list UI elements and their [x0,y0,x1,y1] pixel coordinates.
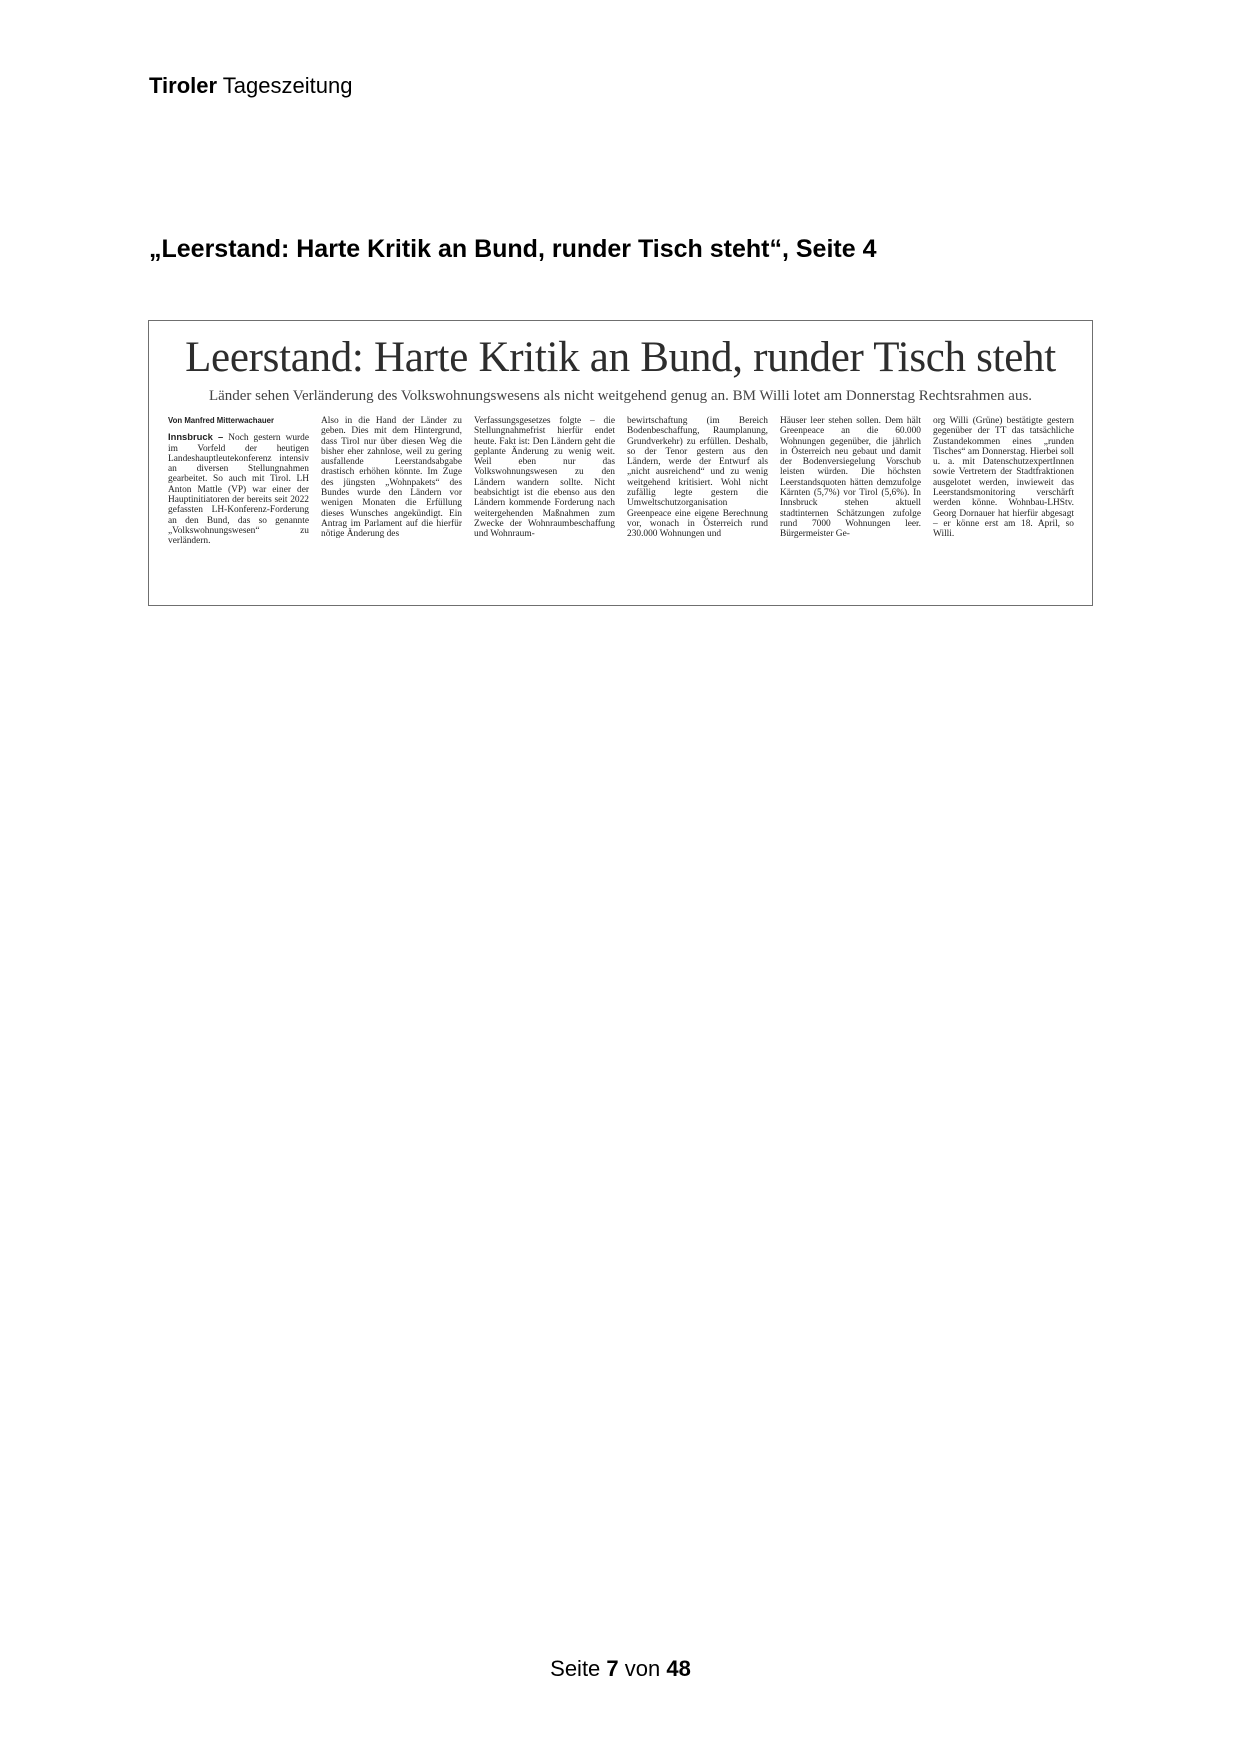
page-number-total: 48 [666,1656,691,1681]
newspaper-name-rest: Tageszeitung [217,73,353,98]
newspaper-name-bold: Tiroler [149,73,218,98]
page-number-prefix: Seite [550,1656,607,1681]
article-column-6: org Willi (Grüne) bestätigte gestern gegenüber der TT das tatsächliche Zustandekommen eines „runden Tisches“ am Donnerstag. Hierbei soll u. a. mit DatenschutzexpertInnen sowie Vertretern der Stadtfraktionen ausgelotet werden, inwieweit das Leerstandsmonitoring verschärft werden könne. Wohnbau-LHStv. Georg Dornauer hat hierfür abgesagt – er könne erst am 18. April, so Willi. [933,416,1074,540]
page-number-middle: von [618,1656,667,1681]
article-author: Von Manfred Mitterwachauer [168,416,274,425]
article-dateline: Innsbruck – [168,431,224,443]
article-column-5: Häuser leer stehen sollen. Dem hält Greenpeace an die 60.000 Wohnungen gegenüber, die jährlich in Österreich neu gebaut und damit der Bodenversiegelung Vorschub leisten würden. Die höchsten Leerstandsquoten hätten demzufolge Kärnten (5,7%) vor Tirol (5,6%). In Innsbruck stehen aktuell stadtinternen Schätzungen zufolge rund 7000 Wohnungen leer. Bürgermeister Ge- [780,416,921,540]
article-reference-heading: „Leerstand: Harte Kritik an Bund, runder Tisch steht“, Seite 4 [149,235,877,263]
article-column-2: Also in die Hand der Länder zu geben. Dies mit dem Hintergrund, dass Tirol nur über diesen Weg die bisher eher zahnlose, weil zu gering ausfallende Leerstandsabgabe drastisch erhöhen könnte. Im Zuge des jüngsten „Wohnpakets“ des Bundes wurde den Ländern vor wenigen Monaten die Erfüllung dieses Wunsches angekündigt. Ein Antrag im Parlament auf die hierfür nötige Änderung des [321,416,462,540]
article-column-4: bewirtschaftung (im Bereich Bodenbeschaffung, Raumplanung, Grundverkehr) zu erfüllen. Deshalb, so der Tenor gestern aus den Ländern, werde der Entwurf als „nicht ausreichend“ und zu wenig weitgehend kritisiert. Wohl nicht zufällig legte gestern die Umweltschutzorganisation Greenpeace eine eigene Berechnung vor, wonach in Österreich rund 230.000 Wohnungen und [627,416,768,540]
article-column-1-text: Noch gestern wurde im Vorfeld der heutigen Landeshauptleutekonferenz intensiv an diversen Stellungnahmen gearbeitet. So auch mit Tirol. LH Anton Mattle (VP) war einer der Hauptinitiatoren der bereits seit 2022 gefassten LH-Konferenz-Forderung an den Bund, das so genannte „Volkswohnungswesen“ zu verländern. [168,433,310,547]
newspaper-name [149,73,352,99]
newspaper-clipping [148,320,1093,606]
article-columns [168,416,1074,596]
page-number-current: 7 [606,1656,619,1681]
clipping-title: Leerstand: Harte Kritik an Bund, runder Tisch steht [185,334,1056,381]
page-number [0,1656,1241,1682]
article-column-3: Verfassungsgesetzes folgte – die Stellungnahmefrist hierfür endet heute. Fakt ist: Den Ländern geht die geplante Änderung zu wenig weit. Weil eben nur das Volkswohnungswesen zu den Ländern wandern sollte. Nicht beabsichtigt ist die ebenso aus den Ländern kommende Forderung nach weitergehenden Maßnahmen zum Zwecke der Wohnraumbeschaffung und Wohnraum- [474,416,615,540]
article-column-1 [168,416,309,596]
clipping-subtitle: Länder sehen Verländerung des Volkswohnungswesens als nicht weitgehend genug an. BM Willi lotet am Donnerstag Rechtsrahmen aus. [208,388,1033,404]
